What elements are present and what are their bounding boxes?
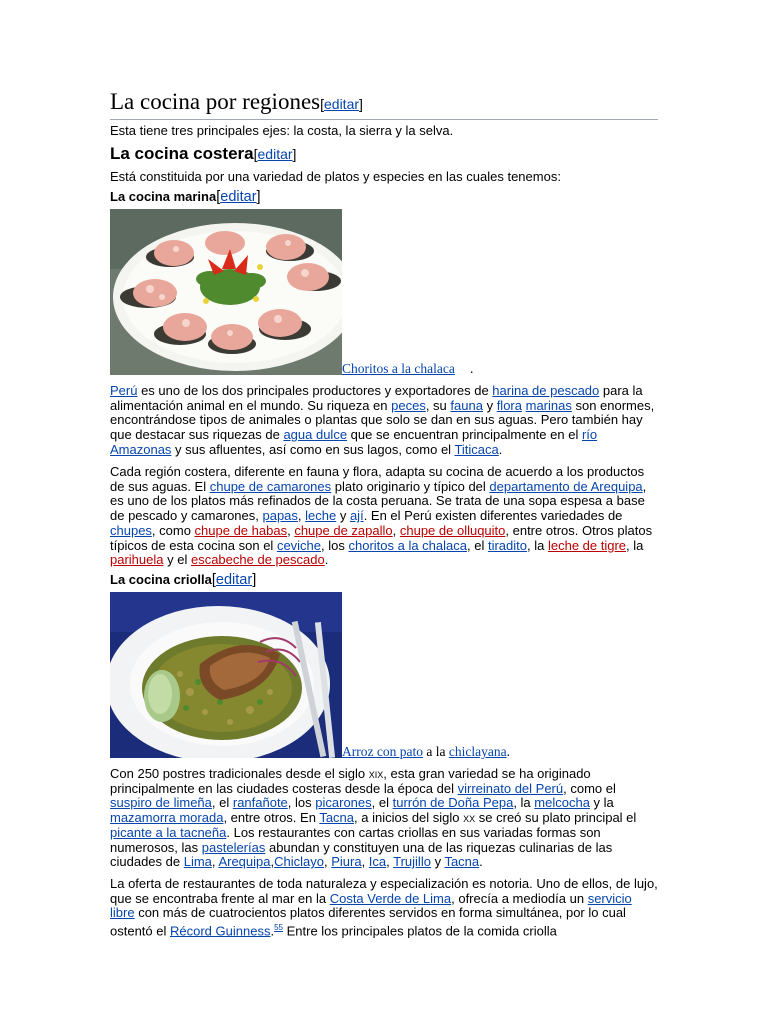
paragraph-criolla-2 [110, 877, 658, 939]
paragraph-marina-2 [110, 465, 658, 568]
text: . [479, 854, 483, 870]
link-arroz-con-pato[interactable]: Arroz con pato [342, 744, 423, 759]
text: , los [287, 795, 316, 811]
link-titicaca[interactable]: Titicaca [454, 441, 499, 457]
heading-text: La cocina criolla [110, 572, 212, 587]
roman-numeral: xix [368, 766, 384, 781]
edit-link[interactable]: editar [324, 96, 360, 112]
arroz-con-pato-photo[interactable] [110, 592, 342, 758]
link-pastelerias[interactable]: pastelerías [201, 839, 266, 855]
link-tacna-2[interactable]: Tacna [444, 854, 480, 870]
edit-bracket: [editar] [320, 96, 363, 112]
link-choritos[interactable]: choritos a la chalaca [348, 537, 467, 553]
edit-link[interactable]: editar [220, 189, 257, 205]
text: Entre los principales platos de la comida criolla [282, 923, 557, 939]
heading-cocina-marina [110, 189, 261, 205]
text: , [392, 522, 400, 538]
link-melcocha[interactable]: melcocha [534, 795, 590, 811]
text: , entre otros. Otros platos típicos de esta cocina son el [110, 522, 653, 553]
text: abundan y constituyen una de las riquezas culinarias de las ciudades de [110, 839, 613, 870]
link-lima[interactable]: Lima [183, 854, 212, 870]
text: , los [321, 537, 349, 553]
redlink-chupe-olluquito[interactable]: chupe de olluquito [399, 522, 506, 538]
section-heading [110, 88, 658, 120]
roman-numeral: xx [463, 810, 476, 826]
link-papas[interactable]: papas [262, 508, 298, 524]
link-fauna[interactable]: fauna [450, 397, 483, 413]
text: , como el [563, 780, 616, 796]
link-virreinato[interactable]: virreinato del Perú [457, 780, 564, 796]
text: , la [626, 537, 644, 553]
text: , esta gran variedad se ha originado principalmente en las ciudades costeras desde la época del [110, 766, 591, 796]
link-chupes[interactable]: chupes [110, 522, 152, 538]
text: , como [151, 522, 195, 538]
text: . [506, 744, 510, 759]
edit-bracket: [editar] [253, 146, 297, 162]
redlink-parihuela[interactable]: parihuela [110, 552, 164, 568]
text: , el [211, 795, 233, 811]
link-trujillo[interactable]: Trujillo [393, 854, 431, 870]
link-record-guinness[interactable]: Récord Guinness [170, 923, 271, 939]
costera-intro: Está constituida por una variedad de platos y especies en las cuales tenemos: [110, 169, 561, 184]
link-agua-dulce[interactable]: agua dulce [283, 427, 348, 443]
text: , la [527, 537, 548, 553]
link-peru[interactable]: Perú [110, 383, 138, 398]
section-title: La cocina por regiones [110, 89, 321, 114]
text: . [324, 552, 329, 568]
link-ranfanote[interactable]: ranfañote [232, 795, 288, 811]
choritos-photo[interactable] [110, 209, 342, 375]
text: para la alimentación animal en el mundo. Su riqueza en [110, 383, 643, 413]
link-picarones[interactable]: picarones [315, 795, 372, 811]
text: Cada región costera, diferente en fauna y flora, adapta su cocina de acuerdo a los productos de sus aguas. El [110, 464, 645, 494]
paragraph-criolla-1 [110, 767, 658, 870]
arroz-caption [342, 744, 510, 760]
edit-link[interactable]: editar [257, 146, 293, 162]
link-rio-amazonas[interactable]: río Amazonas [110, 427, 598, 457]
text: y [430, 854, 445, 870]
text: . [270, 923, 275, 939]
redlink-chupe-habas[interactable]: chupe de habas [194, 522, 288, 538]
text: , [323, 854, 332, 870]
text: , el [371, 795, 393, 811]
text: con más de cuatrocientos platos diferentes servidos en forma simultánea, por lo cual ostentó el [110, 905, 626, 939]
heading-text: La cocina marina [110, 189, 217, 204]
text: y el [163, 552, 191, 568]
link-departamento-arequipa[interactable]: departamento de Arequipa [489, 478, 643, 494]
text: , [287, 522, 295, 538]
link-aji[interactable]: ají [349, 508, 364, 524]
link-arequipa[interactable]: Arequipa [218, 854, 271, 870]
arroz-image [110, 592, 342, 758]
link-piura[interactable]: Piura [331, 854, 362, 870]
edit-bracket: [editar] [216, 189, 261, 205]
text: y [482, 397, 497, 413]
link-harina[interactable]: harina de pescado [492, 383, 600, 398]
link-chiclayana[interactable]: chiclayana [448, 744, 507, 759]
link-turron[interactable]: turrón de Doña Pepa [392, 795, 514, 811]
text: plato originario y típico del [331, 478, 490, 494]
subsection-title: La cocina costera [110, 144, 254, 163]
text: , [297, 508, 306, 524]
link-ica[interactable]: Ica [368, 854, 387, 870]
link-ceviche[interactable]: ceviche [276, 537, 322, 553]
redlink-leche-tigre[interactable]: leche de tigre [547, 537, 627, 553]
text: Con 250 postres tradicionales desde el siglo [110, 766, 369, 781]
text: , a inicios del siglo [354, 810, 464, 826]
redlink-chupe-zapallo[interactable]: chupe de zapallo [294, 522, 393, 538]
link-picante[interactable]: picante a la tacneña [110, 824, 227, 840]
text: , [361, 854, 369, 870]
text: , [270, 854, 275, 870]
text: , entre otros. En [223, 810, 320, 826]
text: La oferta de restaurantes de toda naturaleza y especialización es notoria. Uno de ellos, de lujo, que se encontraba frente al mar en la [110, 876, 658, 906]
link-peces[interactable]: peces [391, 397, 426, 413]
text: , es uno de los platos más refinados de la costa peruana. Se trata de una sopa espesa a base de pescado y camarones, [110, 478, 647, 524]
text: , [386, 854, 394, 870]
caption-period: . [470, 361, 474, 376]
text: , [211, 854, 219, 870]
link-costa-verde[interactable]: Costa Verde de Lima [329, 890, 452, 906]
text: , el [467, 537, 488, 553]
section-intro: Esta tiene tres principales ejes: la costa, la sierra y la selva. [110, 123, 454, 138]
link-suspiro[interactable]: suspiro de limeña [110, 795, 212, 811]
redlink-escabeche[interactable]: escabeche de pescado [190, 552, 325, 568]
choritos-caption[interactable]: Choritos a la chalaca [342, 361, 455, 376]
link-leche[interactable]: leche [305, 508, 337, 524]
link-tacna[interactable]: Tacna [319, 810, 355, 826]
text: , su [425, 397, 451, 413]
edit-link[interactable]: editar [215, 572, 253, 588]
link-flora[interactable]: flora [496, 397, 522, 413]
link-mazamorra[interactable]: mazamorra morada [110, 810, 224, 826]
heading-cocina-criolla [110, 572, 256, 588]
subsection-heading-costera [110, 144, 296, 164]
link-marinas[interactable]: marinas [525, 397, 572, 413]
text: que se encuentran principalmente en el [347, 427, 582, 443]
paragraph-marina-1 [110, 384, 658, 458]
text: son enormes, encontrándose tipos de animales o plantas que solo se dan en sus aguas. Pero también hay que destacar sus riquezas de [110, 397, 655, 443]
link-tiradito[interactable]: tiradito [487, 537, 527, 553]
text: y [336, 508, 350, 524]
link-chupe-camarones[interactable]: chupe de camarones [209, 478, 332, 494]
edit-bracket: [editar] [211, 572, 257, 588]
text: , ofrecía a mediodía un [451, 890, 588, 906]
link-servicio-libre[interactable]: servicio libre [110, 890, 632, 921]
text: es uno de los dos principales productores y exportadores de [137, 383, 493, 398]
text: a la [422, 744, 449, 759]
text: . [498, 441, 503, 457]
text: , la [513, 795, 535, 811]
text: . Los restaurantes con cartas criollas en sus variadas formas son numerosos, las [110, 824, 601, 855]
text: y la [589, 795, 614, 811]
text: y sus afluentes, así como en sus lagos, como el [171, 441, 455, 457]
text: . En el Perú existen diferentes variedades de [363, 508, 623, 524]
reference-link[interactable]: 55 [274, 923, 283, 933]
choritos-image [110, 209, 342, 375]
link-chiclayo[interactable]: Chiclayo [274, 854, 324, 870]
text: se creó su plato principal el [475, 810, 637, 826]
